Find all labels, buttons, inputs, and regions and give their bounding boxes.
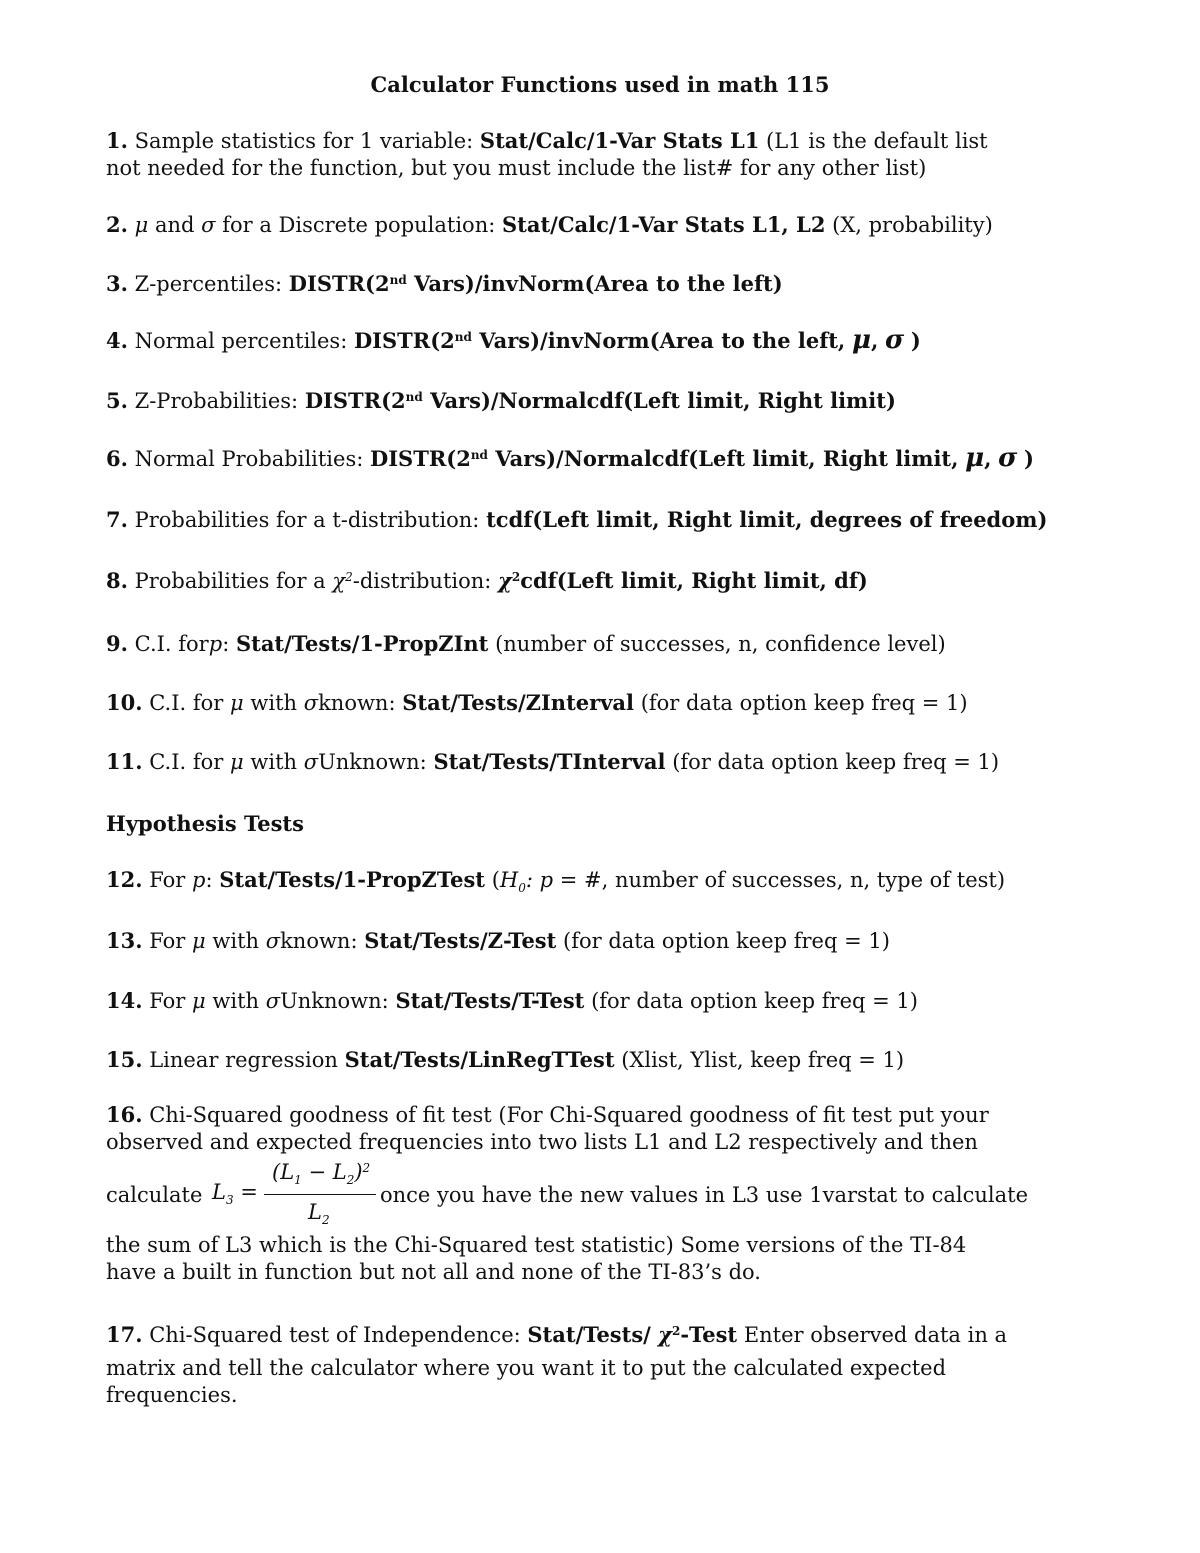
item-number: 5. [106,388,128,413]
section-heading: Hypothesis Tests [106,811,304,836]
item-text: Z-percentiles: [134,272,283,296]
item-number: 1. [106,128,128,153]
sigma-symbol: σ [265,929,281,953]
list-item-4 [106,327,1106,355]
item-text: For [149,929,186,953]
item-text: with [250,750,298,774]
formula-numerator: $(L_1 - L_2)^2$ [272,1160,371,1187]
list-item-15 [106,1046,1106,1074]
colon: : [222,632,230,656]
list-item-3 [106,270,1106,298]
item-number: 16. [106,1102,143,1127]
item-number: 14. [106,988,143,1013]
calculator-command: Stat/Tests/T-Test [395,988,585,1013]
list-item-10 [106,689,1106,717]
calculator-command: Stat/Tests/ $\chi^2$-Test [527,1322,738,1347]
list-item-12 [106,866,1106,894]
list-item-8 [106,567,1106,595]
list-item-6 [106,445,1106,473]
item-number: 3. [106,271,128,296]
item-number: 15. [106,1047,143,1072]
item-text-tail: (Xlist, Ylist, keep freq = 1) [621,1048,905,1072]
calculator-command: Stat/Tests/1-PropZInt [235,631,489,656]
formula-lhs: $L_3$ = [212,1180,258,1207]
item-text-line4: the sum of L3 which is the Chi-Squared test statistic) Some versions of the TI-84 [106,1233,967,1257]
item-number: 12. [106,867,143,892]
item-text: Unknown: [280,989,389,1013]
item-text-tail: (for data option keep freq = 1) [591,989,918,1013]
mu-symbol: μ [134,213,149,237]
formula-denominator: $L_2$ [308,1200,330,1227]
list-item-17 [106,1321,1106,1409]
list-item-16-after-formula: once you have the new values in L3 use 1varstat to calculate [380,1183,1029,1207]
p-symbol: p [208,632,223,656]
item-text: for a Discrete population: [222,213,496,237]
item-number: 2. [106,212,128,237]
item-text-tail: (for data option keep freq = 1) [640,691,968,715]
list-item-7 [106,506,1106,534]
hypothesis-expression: $H_0$: p = # [499,868,602,895]
chi-square-formula [212,1160,376,1232]
list-item-16-tail [106,1232,1106,1286]
item-text: calculate [106,1183,203,1207]
mu-symbol: μ [965,443,985,473]
item-text-line2: not needed for the function, but you must include the list# for any other list) [106,156,927,180]
mu-symbol: μ [851,325,871,355]
item-text-line3: frequencies. [106,1383,238,1407]
calculator-command: DISTR(2nd Vars)/invNorm(Area to the left) [288,271,783,296]
fraction-bar [264,1194,376,1195]
comma: , [870,328,879,353]
item-text: Unknown: [318,750,427,774]
item-text: Z-Probabilities: [134,389,299,413]
item-text: Normal Probabilities: [134,447,364,471]
list-item-9 [106,630,1106,658]
mu-symbol: μ [192,929,206,953]
item-text: -distribution: [352,569,492,593]
calculator-command: Stat/Calc/1-Var Stats L1 [479,128,760,153]
item-text: Sample statistics for 1 variable: [134,129,474,153]
colon: : [205,868,213,892]
calculator-command: Stat/Tests/1-PropZTest [219,867,485,892]
list-item-13 [106,927,1106,955]
item-text: Normal percentiles: [134,329,348,353]
item-number: 17. [106,1322,143,1347]
chi-symbol: $\chi^2$ [332,569,353,593]
list-item-1 [106,127,1106,182]
item-text-tail: (for data option keep freq = 1) [563,929,890,953]
item-text: C.I. for [134,632,209,656]
p-symbol: p [192,868,206,892]
mu-symbol: μ [192,989,206,1013]
calculator-command: Stat/Tests/Z-Test [364,928,557,953]
item-text: known: [318,691,396,715]
list-item-16 [106,1101,1106,1156]
item-text-tail: , number of successes, n, type of test) [601,868,1006,892]
item-text-line5: have a built in function but not all and none of the TI-83’s do. [106,1260,761,1284]
item-text: with [212,929,260,953]
item-text: known: [280,929,358,953]
close-paren: ) [1024,446,1034,471]
item-text: with [212,989,260,1013]
list-item-11 [106,748,1106,776]
item-text-line1: Chi-Squared goodness of fit test (For Chi-Squared goodness of fit test put your [149,1103,989,1127]
calculator-command: DISTR(2nd Vars)/Normalcdf(Left limit, Right limit, [370,446,959,471]
item-text: Probabilities for a [134,569,326,593]
list-item-5 [106,387,1106,415]
item-number: 11. [106,749,143,774]
calculator-command: DISTR(2nd Vars)/Normalcdf(Left limit, Right limit) [304,388,896,413]
item-number: 6. [106,446,128,471]
item-text: C.I. for [149,750,224,774]
calculator-command: Stat/Tests/LinRegTTest [344,1047,615,1072]
item-number: 4. [106,328,128,353]
item-text-tail: Enter observed data in a [743,1323,1008,1347]
item-text-line2: observed and expected frequencies into two lists L1 and L2 respectively and then [106,1130,978,1154]
open-paren: ( [491,868,500,892]
calculator-command: Stat/Tests/ZInterval [402,690,634,715]
page-title: Calculator Functions used in math 115 [370,72,830,97]
item-number: 13. [106,928,143,953]
sigma-symbol: σ [303,750,319,774]
item-text-tail: (number of successes, n, confidence level) [495,632,946,656]
item-text: C.I. for [149,691,224,715]
calculator-command: DISTR(2nd Vars)/invNorm(Area to the left, [353,328,846,353]
comma: , [984,446,992,471]
sigma-symbol: σ [303,691,319,715]
calculator-command: tcdf(Left limit, Right limit, degrees of freedom) [486,507,1048,532]
item-number: 9. [106,631,128,656]
item-text-tail: (L1 is the default list [766,129,988,153]
item-number: 7. [106,507,128,532]
list-item-2 [106,211,1106,239]
item-text: For [149,989,186,1013]
item-number: 8. [106,568,128,593]
item-text-tail: (X, probability) [832,213,993,237]
sigma-symbol: σ [201,213,216,237]
item-text: and [154,213,195,237]
close-paren: ) [910,328,921,353]
sigma-symbol: σ [265,989,281,1013]
sigma-symbol: σ [998,443,1018,473]
mu-symbol: μ [230,750,244,774]
item-text: Linear regression [149,1048,338,1072]
item-text: Probabilities for a t-distribution: [134,508,480,532]
item-text: For [149,868,186,892]
mu-symbol: μ [230,691,244,715]
sigma-symbol: σ [884,325,905,355]
calculator-command: Stat/Tests/TInterval [433,749,666,774]
item-number: 10. [106,690,143,715]
item-text-tail: (for data option keep freq = 1) [672,750,1000,774]
item-text-line2: matrix and tell the calculator where you want it to put the calculated expected [106,1356,947,1380]
item-text: with [250,691,298,715]
calculator-command: $\chi^2cdf(Left$ limit, Right limit, df) [498,568,868,593]
list-item-14 [106,987,1106,1015]
calculator-command: Stat/Calc/1-Var Stats L1, L2 [502,212,826,237]
item-text: Chi-Squared test of Independence: [149,1323,521,1347]
